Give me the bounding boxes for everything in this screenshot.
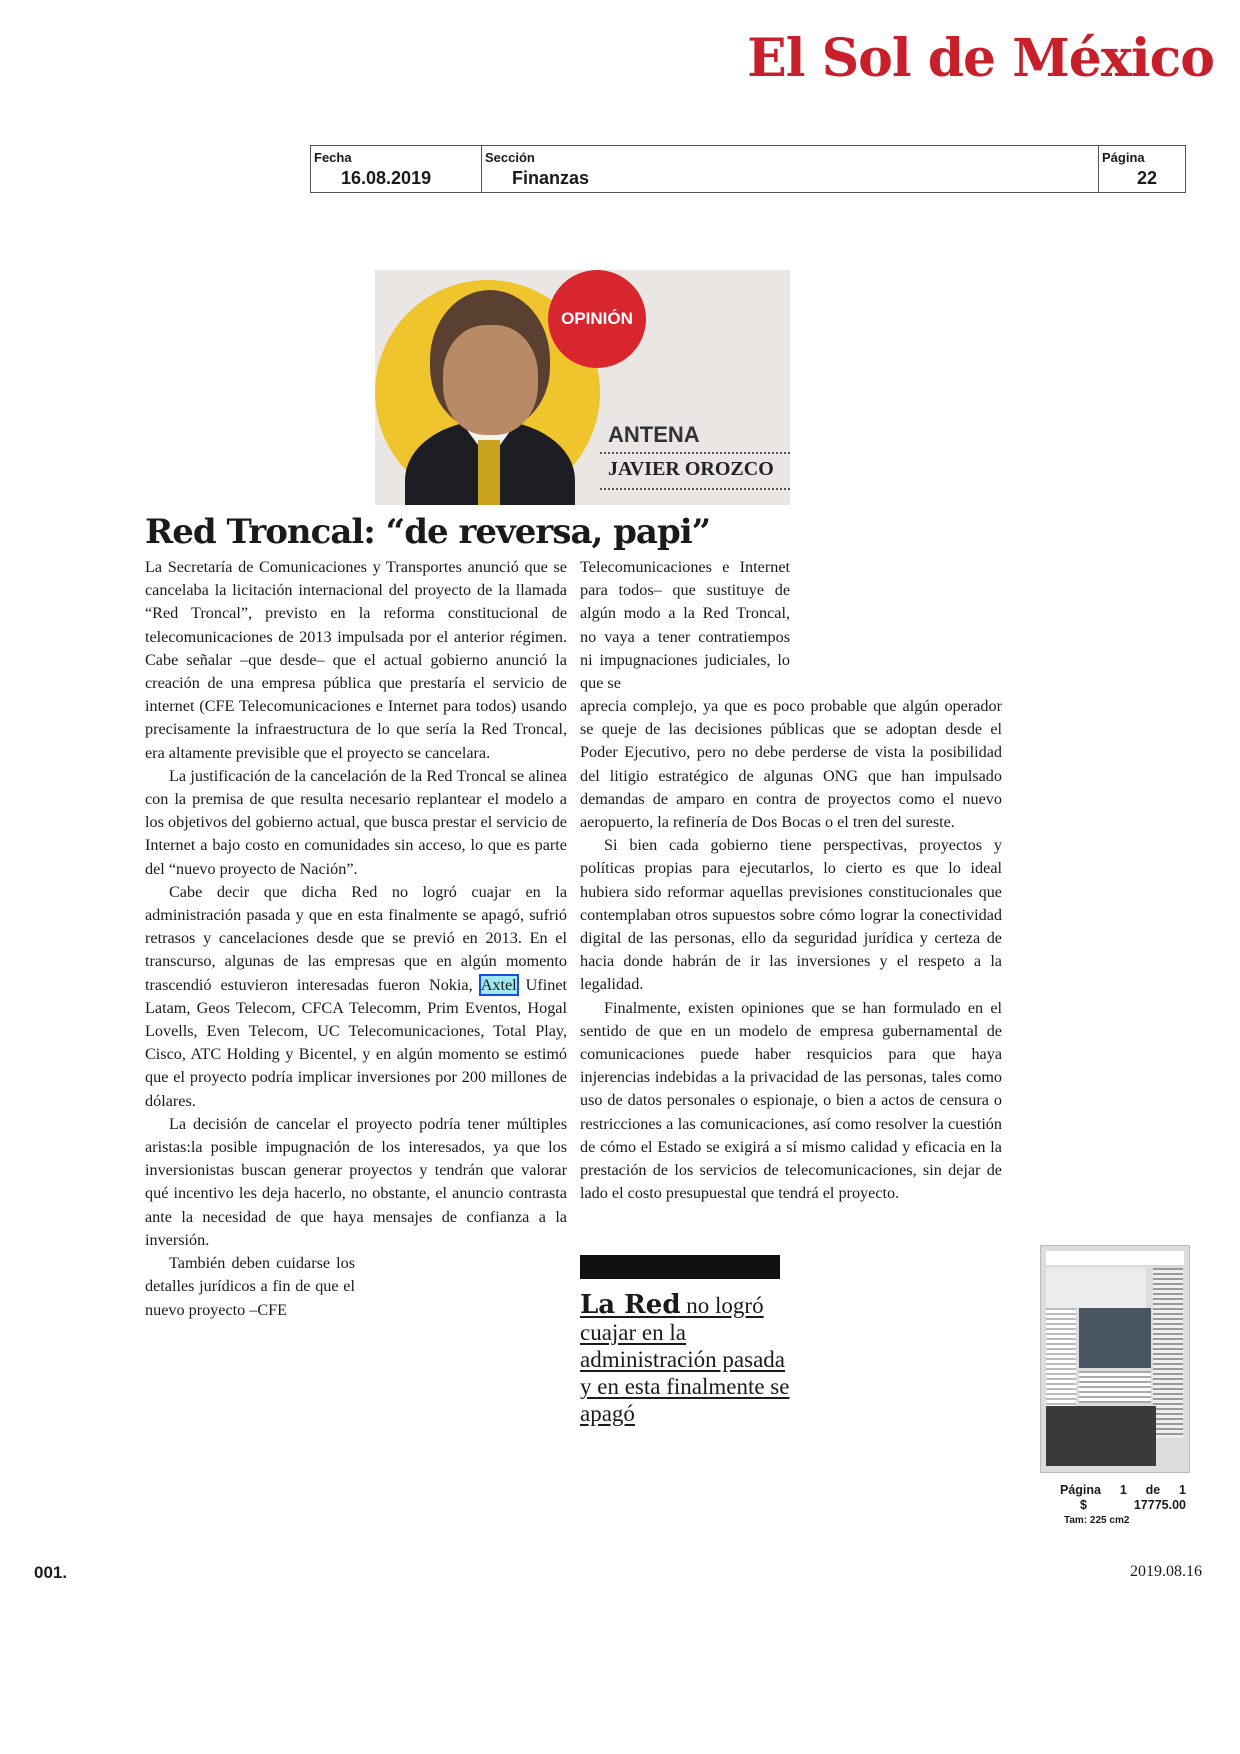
highlighted-term: Axtel bbox=[480, 975, 517, 994]
article-column-right bbox=[580, 695, 1002, 1205]
amount: 17775.00 bbox=[1133, 1498, 1186, 1512]
paragraph: La Secretaría de Comunicaciones y Transportes anunció que se cancelaba la licitación internacional del proyecto de la llamada “Red Troncal”, previsto en la reforma constitucional de telecomunicaciones de 2013 impulsada por el anterior régimen. Cabe señalar –que desde– que el actual gobierno anunció la creación de una empresa pública que prestaría el servicio de internet (CFE Telecomunicaciones e Internet para todos) usando precisamente la infraestructura de lo que sería la Red Troncal, era altamente previsible que el proyecto se cancelara. bbox=[145, 558, 567, 762]
pagina-value: 22 bbox=[1136, 168, 1157, 188]
author-name: JAVIER OROZCO bbox=[608, 458, 774, 480]
thumb-photo bbox=[1046, 1406, 1156, 1466]
footer-number: 001. bbox=[34, 1563, 68, 1582]
column-header-image bbox=[375, 270, 790, 505]
dotted-divider bbox=[600, 488, 790, 490]
pagina-cell bbox=[1099, 146, 1185, 192]
pullquote bbox=[580, 1292, 800, 1427]
page-thumbnail bbox=[1040, 1245, 1190, 1473]
dotted-divider bbox=[600, 452, 790, 454]
column-name: ANTENA bbox=[608, 422, 700, 447]
thumb-text bbox=[1153, 1268, 1183, 1438]
pullquote-bar bbox=[580, 1255, 780, 1279]
page-info bbox=[1060, 1483, 1186, 1528]
pullquote-text: no logró cuajar en la administración pasada y en esta finalmente se apagó bbox=[580, 1293, 790, 1426]
seccion-cell bbox=[482, 146, 1099, 192]
page-info-de: de bbox=[1145, 1483, 1161, 1497]
page-info-total: 1 bbox=[1179, 1483, 1186, 1497]
opinion-badge: OPINIÓN bbox=[548, 270, 646, 368]
article-headline: Red Troncal: “de reversa, papi” bbox=[145, 512, 711, 552]
paragraph: La justificación de la cancelación de la Red Troncal se alinea con la premisa de que resulta necesario replantear el modelo a los objetivos del gobierno actual, que busca prestar el servicio de Internet a bajo costo en comunidades sin acceso, lo que es parte del “nuevo proyecto de Nación”. bbox=[145, 766, 567, 878]
metadata-table bbox=[310, 145, 1186, 193]
paragraph-text: Cabe decir que dicha Red no logró cuajar en la administración pasada y que en esta finalmente se apagó, sufrió retrasos y cancelaciones desde que se previó en 2013. En el transcurso, algunas de las empresas que en algún momento trascendió estuvieron interesadas fueron Nokia, bbox=[145, 882, 567, 994]
paragraph: También deben cuidarse los detalles jurídicos a fin de que el nuevo proyecto –CFE bbox=[145, 1254, 355, 1319]
paragraph: Finalmente, existen opiniones que se han formulado en el sentido de que en un modelo de empresa gubernamental de comunicaciones puede haber resquicios para que haya injerencias indebidas a la privacidad de las personas, tales como uso de datos personales o espionaje, o bien a actos de censura o restricciones a las comunicaciones, así como resolver la cuestión de cómo el Estado se exigirá a sí mismo calidad y eficacia en la prestación de los servicios de telecomunicaciones, sin dejar de lado el costo presupuestal que tendrá el proyecto. bbox=[580, 998, 1002, 1203]
footer-date: 2019.08.16 bbox=[1130, 1563, 1202, 1580]
thumb-text bbox=[1079, 1371, 1151, 1403]
paragraph-text: Ufinet Latam, Geos Telecom, CFCA Telecomm, Prim Eventos, Hogal Lovells, Even Telecom, UC Telecomunicaciones, Total Play, Cisco, ATC Holding y Bicentel, y en algún momento se estimó que el proyecto podría implicar inversiones por 200 millones de dólares. bbox=[145, 975, 568, 1110]
fecha-value: 16.08.2019 bbox=[341, 168, 432, 188]
thumb-photo bbox=[1079, 1308, 1151, 1368]
fecha-cell bbox=[311, 146, 482, 192]
pagina-label: Página bbox=[1102, 150, 1145, 165]
masthead-logo: El Sol de México bbox=[747, 28, 1214, 89]
page-info-label: Página bbox=[1060, 1483, 1101, 1497]
page-info-num: 1 bbox=[1119, 1483, 1127, 1497]
author-tie bbox=[478, 440, 500, 505]
paragraph: Telecomunicaciones e Internet para todos– que sustituye de algún modo a la Red Troncal, no vaya a tener contratiempos ni impugnaciones judiciales, lo que se bbox=[580, 558, 790, 693]
article-column-right-top bbox=[580, 556, 790, 695]
paragraph: aprecia complejo, ya que es poco probable que algún operador se queje de las decisiones públicas que se adoptan desde el Poder Ejecutivo, pero no debe perderse de vista la posibilidad del litigio estratégico de algunas ONG que han impulsado demandas de amparo en contra de proyectos como el nuevo aeropuerto, la refinería de Dos Bocas o el tren del sureste. bbox=[580, 697, 1002, 832]
pullquote-lead: La Red bbox=[580, 1290, 681, 1320]
fecha-label: Fecha bbox=[314, 150, 352, 165]
author-face bbox=[443, 325, 538, 435]
currency-symbol: $ bbox=[1080, 1498, 1087, 1512]
size-info: Tam: 225 cm2 bbox=[1064, 1515, 1130, 1526]
paragraph bbox=[145, 881, 567, 1113]
article-column-left bbox=[145, 556, 567, 1322]
seccion-label: Sección bbox=[485, 150, 535, 165]
thumb-header bbox=[1046, 1251, 1184, 1265]
thumb-block bbox=[1046, 1268, 1146, 1308]
paragraph: La decisión de cancelar el proyecto podría tener múltiples aristas:la posible impugnación de los interesados, ya que los inversionistas buscan generar proyectos y tendrán que valorar qué incentivo les deja hacerlo, no obstante, el anuncio contrasta ante la necesidad de que haya mensajes de confianza a la inversión. bbox=[145, 1114, 567, 1249]
seccion-value: Finanzas bbox=[512, 168, 590, 188]
paragraph: Si bien cada gobierno tiene perspectivas, proyectos y políticas propias para ejecutarlos, lo cierto es que lo ideal hubiera sido reformar aquellas previsiones constitucionales que contemplaban otros supuestos sobre cómo lograr la conectividad digital de las personas, ello da seguridad jurídica y certeza de hacia donde habrán de ir las inversiones y el respeto a la legalidad. bbox=[580, 836, 1002, 994]
